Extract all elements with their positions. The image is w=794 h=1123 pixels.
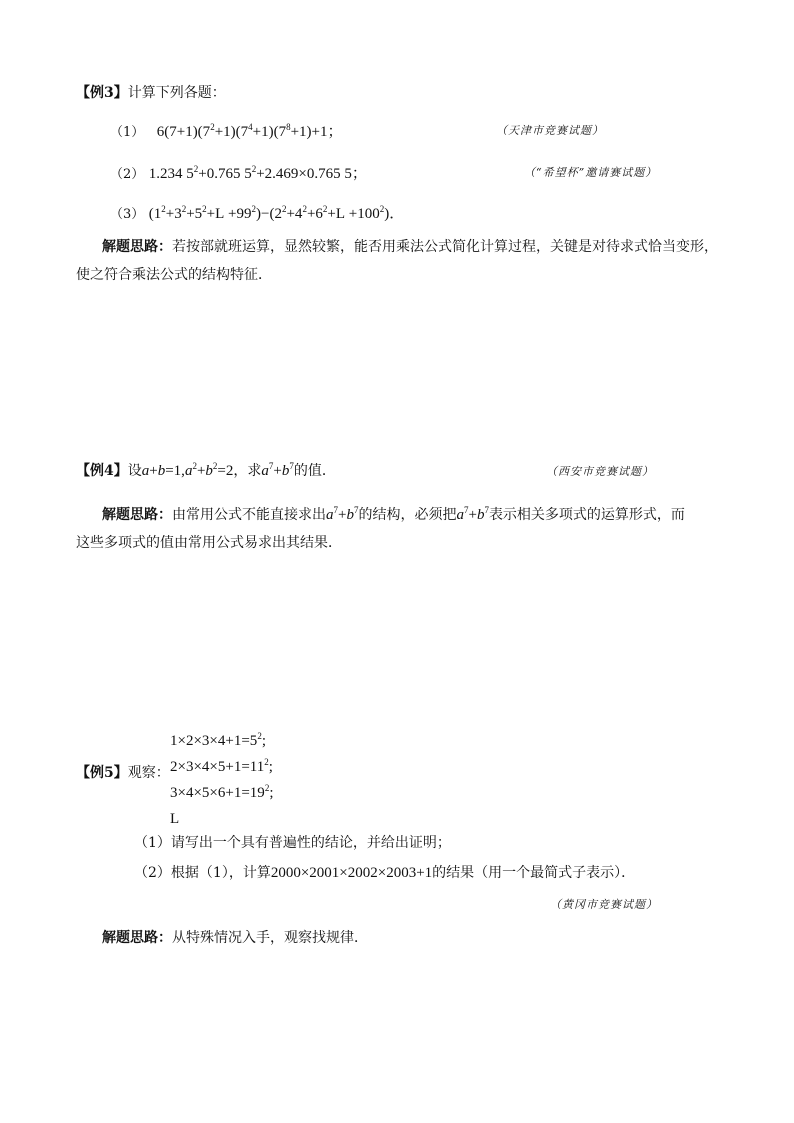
ex3-item-1 <box>110 120 343 141</box>
ex5-pattern-line-3: $3\times 4\times 5\times 6+1=19^2$; <box>170 783 274 801</box>
ex5-pattern-line-1: $1\times 2\times 3\times 4+1=5^2$; <box>170 731 266 749</box>
ex3-item-3 <box>110 202 404 223</box>
ex5-pattern-ellipsis: L <box>170 811 180 827</box>
ex3-item-1-formula: $6(7+1)(7^2+1)(7^4+1)(7^8+1)+1$； <box>156 122 343 140</box>
ex4-hint-formula-1: $a^7+b^7$ <box>326 505 359 523</box>
ex3-hint-text-2: 使之符合乘法公式的结构特征． <box>76 267 272 283</box>
ex5-intro: 观察： <box>127 765 170 781</box>
ex3-item-2-source: （“希望杯”邀请赛试题） <box>524 166 658 179</box>
ex4-hint-text-a: 由常用公式不能直接求出 <box>172 507 326 523</box>
ex3-heading <box>76 82 226 102</box>
ex4-hint-text-2: 这些多项式的值由常用公式易求出其结果． <box>76 535 342 551</box>
ex5-hint-text: 从特殊情况入手，观察找规律． <box>172 930 368 946</box>
ex5-hint-label: 解题思路： <box>102 930 172 946</box>
ex5-source: （黄冈市竞赛试题） <box>550 898 658 911</box>
ex5-pattern <box>170 728 273 832</box>
ex4-hint-text-c: 表示相关多项式的运算形式，而 <box>488 507 685 523</box>
ex4-hint-label: 解题思路： <box>102 507 172 523</box>
ex4-hint-text-b: 的结构，必须把 <box>358 507 457 523</box>
ex3-item-2 <box>110 162 367 183</box>
ex4-label: 【例4】 <box>76 463 128 479</box>
ex5-question-2 <box>134 862 635 882</box>
ex3-item-1-num: （1） <box>110 125 145 140</box>
ex5-q2-formula: 2000×2001×2002×2003+1 <box>270 865 433 881</box>
ex5-pattern-line-2: $2\times 3\times 4\times 5+1=11^2$; <box>170 757 273 775</box>
ex5-q2-text-b: 的结果（用一个最简式子表示）． <box>432 865 636 881</box>
ex4-hint <box>76 501 726 557</box>
ex3-item-2-num: （2） <box>110 167 145 182</box>
ex5-hint <box>102 927 368 947</box>
ex4-question: 设$a+b=1,a^2+b^2=2$，求$a^7+b^7$的值． <box>127 461 336 479</box>
ex4-hint-formula-2: $a^7+b^7$ <box>456 505 489 523</box>
ex3-item-3-num: （3） <box>110 207 145 222</box>
ex3-intro: 计算下列各题： <box>127 85 226 101</box>
ex3-item-1-source: （天津市竞赛试题） <box>496 124 604 137</box>
ex3-item-2-formula: 1.234 $5^2+0.765$ $5^2+2.469\times 0.765$ 5； <box>148 164 367 182</box>
ex4-heading <box>76 460 336 480</box>
ex5-label: 【例5】 <box>76 765 128 781</box>
ex5-heading <box>76 762 170 782</box>
ex5-q2-text-a: （2）根据（1），计算 <box>134 865 271 881</box>
ex3-hint <box>76 233 726 289</box>
ex4-source: （西安市竞赛试题） <box>546 465 654 478</box>
ex3-hint-label: 解题思路： <box>102 239 172 255</box>
ex3-hint-text-1: 若按部就班运算，显然较繁，能否用乘法公式简化计算过程，关键是对待求式恰当变形， <box>172 239 718 255</box>
ex3-item-3-formula: $(1^2+3^2+5^2+L +99^2)-(2^2+4^2+6^2+L +100^2)$． <box>148 204 405 222</box>
ex5-question-1: （1）请写出一个具有普遍性的结论，并给出证明； <box>134 835 451 851</box>
ex3-label: 【例3】 <box>76 85 128 101</box>
